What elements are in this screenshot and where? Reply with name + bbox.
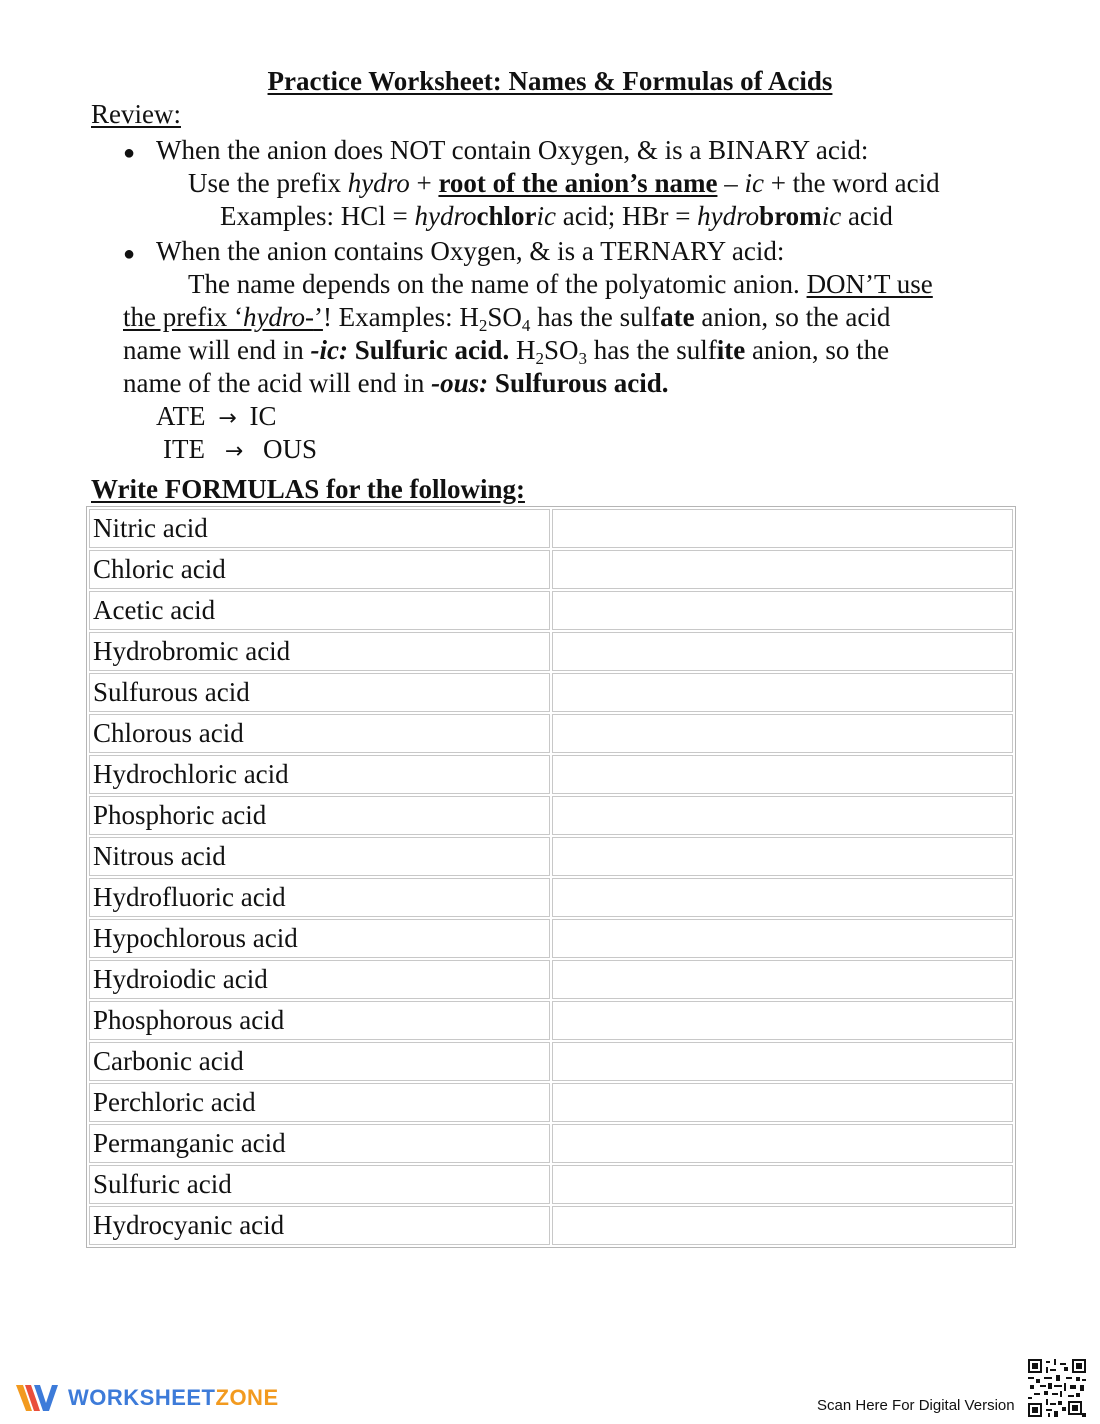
table-row xyxy=(89,550,1013,589)
acid-name-cell: Nitric acid xyxy=(89,509,550,548)
table-row xyxy=(89,755,1013,794)
formula-answer-cell[interactable] xyxy=(552,1001,1013,1040)
table-row xyxy=(89,1206,1013,1245)
formula-answer-cell[interactable] xyxy=(552,550,1013,589)
ternary-intro: When the anion contains Oxygen, & is a TERNARY acid: xyxy=(156,236,785,266)
formula-answer-cell[interactable] xyxy=(552,1124,1013,1163)
table-row xyxy=(89,1124,1013,1163)
acid-name-cell: Perchloric acid xyxy=(89,1083,550,1122)
acid-name-cell: Permanganic acid xyxy=(89,1124,550,1163)
formula-answer-cell[interactable] xyxy=(552,673,1013,712)
acid-name-cell: Hydroiodic acid xyxy=(89,960,550,999)
formula-answer-cell[interactable] xyxy=(552,1165,1013,1204)
acid-name-cell: Hydrobromic acid xyxy=(89,632,550,671)
ternary-line-3: name will end in -ic: Sulfuric acid. $H_2SO_3$ has the sulfite anion, so the xyxy=(123,335,890,368)
formula-answer-cell[interactable] xyxy=(552,591,1013,630)
ate-ic-rule: ATE → IC xyxy=(156,401,277,431)
binary-intro: When the anion does NOT contain Oxygen, & is a BINARY acid: xyxy=(156,135,869,165)
acid-name-cell: Sulfurous acid xyxy=(89,673,550,712)
acid-name-cell: Sulfuric acid xyxy=(89,1165,550,1204)
formula-answer-cell[interactable] xyxy=(552,1083,1013,1122)
table-row xyxy=(89,919,1013,958)
formula-answer-cell[interactable] xyxy=(552,878,1013,917)
acid-name-cell: Acetic acid xyxy=(89,591,550,630)
acid-name-cell: Nitrous acid xyxy=(89,837,550,876)
formula-answer-cell[interactable] xyxy=(552,632,1013,671)
binary-rule: Use the prefix hydro + root of the anion’s name – ic + the word acid xyxy=(188,168,940,198)
review-label: Review: xyxy=(91,99,181,129)
ternary-line-4: name of the acid will end in -ous: Sulfurous acid. xyxy=(123,368,669,398)
worksheetzone-w-icon xyxy=(14,1381,60,1415)
formula-answer-cell[interactable] xyxy=(552,755,1013,794)
qr-code-icon[interactable] xyxy=(1028,1359,1086,1417)
acid-name-cell: Chloric acid xyxy=(89,550,550,589)
worksheetzone-logo[interactable] xyxy=(14,1381,279,1415)
acid-name-cell: Hypochlorous acid xyxy=(89,919,550,958)
formula-answer-cell[interactable] xyxy=(552,1042,1013,1081)
table-row xyxy=(89,878,1013,917)
ternary-line-2: the prefix ‘hydro-’! Examples: $H_2SO_4$ has the sulfate anion, so the acid xyxy=(123,302,891,335)
bullet-icon: ● xyxy=(123,243,136,265)
acid-name-cell: Phosphorous acid xyxy=(89,1001,550,1040)
table-row xyxy=(89,837,1013,876)
table-row xyxy=(89,632,1013,671)
acid-name-cell: Carbonic acid xyxy=(89,1042,550,1081)
table-row xyxy=(89,714,1013,753)
table-row xyxy=(89,591,1013,630)
table-row xyxy=(89,673,1013,712)
acid-formula-table xyxy=(86,506,1016,1248)
table-row xyxy=(89,509,1013,548)
acid-name-cell: Phosphoric acid xyxy=(89,796,550,835)
ite-ous-rule: ITE → OUS xyxy=(163,434,317,464)
table-row xyxy=(89,1083,1013,1122)
table-row xyxy=(89,1042,1013,1081)
formula-answer-cell[interactable] xyxy=(552,509,1013,548)
arrow-right-icon: → xyxy=(218,406,237,431)
table-row xyxy=(89,1001,1013,1040)
worksheet-title: Practice Worksheet: Names & Formulas of Acids xyxy=(267,66,833,96)
table-row xyxy=(89,1165,1013,1204)
acid-name-cell: Hydrocyanic acid xyxy=(89,1206,550,1245)
formula-answer-cell[interactable] xyxy=(552,1206,1013,1245)
arrow-right-icon: → xyxy=(224,439,244,464)
formula-answer-cell[interactable] xyxy=(552,919,1013,958)
formula-answer-cell[interactable] xyxy=(552,837,1013,876)
acid-name-cell: Hydrofluoric acid xyxy=(89,878,550,917)
formula-answer-cell[interactable] xyxy=(552,960,1013,999)
scan-here-text: Scan Here For Digital Version xyxy=(817,1397,1015,1414)
logo-wordmark: WORKSHEETZONE xyxy=(68,1385,279,1410)
table-row xyxy=(89,796,1013,835)
acid-name-cell: Chlorous acid xyxy=(89,714,550,753)
formula-answer-cell[interactable] xyxy=(552,714,1013,753)
ternary-line-1: The name depends on the name of the polyatomic anion. DON’T use xyxy=(188,269,933,299)
acid-name-cell: Hydrochloric acid xyxy=(89,755,550,794)
formulas-heading: Write FORMULAS for the following: xyxy=(91,474,525,504)
formula-answer-cell[interactable] xyxy=(552,796,1013,835)
table-row xyxy=(89,960,1013,999)
bullet-icon: ● xyxy=(123,142,136,164)
binary-examples: Examples: HCl = hydrochloric acid; HBr = hydrobromic acid xyxy=(220,201,893,231)
